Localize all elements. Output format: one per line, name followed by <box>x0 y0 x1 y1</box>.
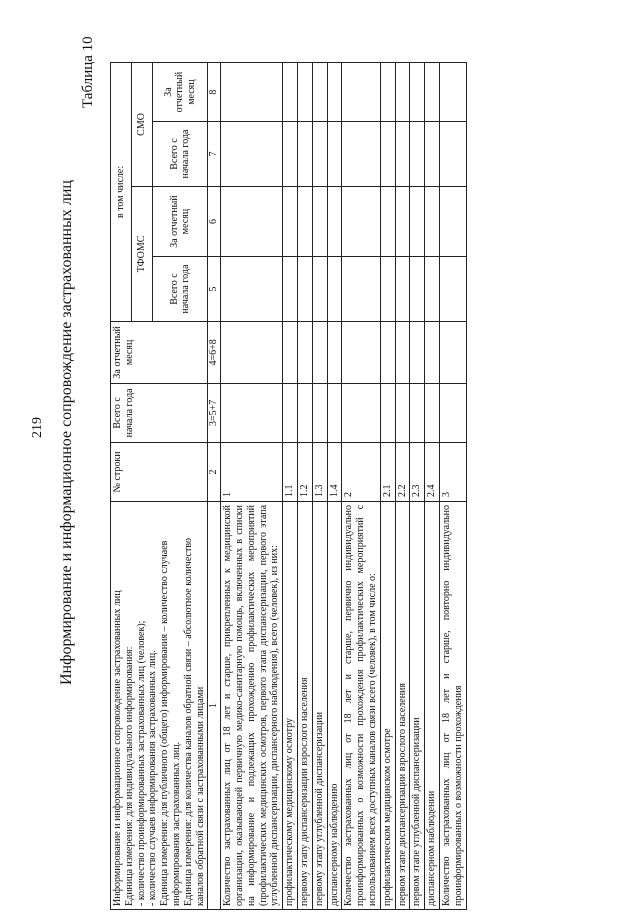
cell-empty <box>283 63 298 122</box>
cell-empty <box>425 383 440 442</box>
header-smo-month: За отчетный месяц <box>153 63 208 122</box>
row-text: Количество застрахованных лиц от 18 лет и старше, первично индивидуально проинформированных о возможности прохождения профилактических мероприятий с использованием всех доступных каналов связи всего (человек), в том числе о: <box>342 501 380 909</box>
cell-empty <box>410 122 425 187</box>
cell-empty <box>221 257 283 322</box>
cell-empty <box>425 186 440 256</box>
cell-empty <box>439 63 466 122</box>
column-number: 1 <box>208 501 221 909</box>
cell-empty <box>221 321 283 383</box>
cell-empty <box>395 257 410 322</box>
table-row <box>342 63 380 910</box>
cell-empty <box>297 122 312 187</box>
column-number-row <box>208 63 221 910</box>
table-row <box>380 63 395 910</box>
row-text: первому этапу диспансеризации взрослого населения <box>297 501 312 909</box>
row-text: первом этапе диспансеризации взрослого населения <box>395 501 410 909</box>
header-including: в том числе: <box>111 63 132 322</box>
cell-empty <box>380 257 395 322</box>
row-code: 2.4 <box>425 442 440 501</box>
cell-empty <box>380 122 395 187</box>
measure-line: - количество проинформированных застрахованных лиц (человек); <box>135 620 147 906</box>
header-smo-year: Всего с начала года <box>153 122 208 187</box>
cell-empty <box>410 63 425 122</box>
column-number: 4=6+8 <box>208 321 221 383</box>
cell-empty <box>395 321 410 383</box>
measure-line: Единица измерения: для индивидуального информирования: <box>123 646 135 906</box>
cell-empty <box>395 63 410 122</box>
table-row <box>283 63 298 910</box>
row-code: 2.1 <box>380 442 395 501</box>
row-text: первому этапу углубленной диспансеризации <box>312 501 327 909</box>
cell-empty <box>380 186 395 256</box>
header-description-cell <box>111 501 208 909</box>
cell-empty <box>425 63 440 122</box>
row-code: 1.1 <box>283 442 298 501</box>
cell-empty <box>327 321 342 383</box>
column-number: 3=5+7 <box>208 383 221 442</box>
column-number: 8 <box>208 63 221 122</box>
cell-empty <box>297 257 312 322</box>
header-col-name: Информирование и информационное сопровождение застрахованных лиц <box>112 590 123 906</box>
cell-empty <box>297 383 312 442</box>
cell-empty <box>221 63 283 122</box>
cell-empty <box>439 186 466 256</box>
row-text: первом этапе углубленной диспансеризации <box>410 501 425 909</box>
row-code: 2 <box>342 442 380 501</box>
cell-empty <box>297 321 312 383</box>
table-row <box>297 63 312 910</box>
cell-empty <box>380 383 395 442</box>
cell-empty <box>395 122 410 187</box>
row-code: 1.3 <box>312 442 327 501</box>
cell-empty <box>283 186 298 256</box>
cell-empty <box>312 122 327 187</box>
cell-empty <box>312 257 327 322</box>
header-total-month: За отчетный месяц <box>111 321 208 383</box>
cell-empty <box>283 321 298 383</box>
cell-empty <box>327 63 342 122</box>
cell-empty <box>342 122 380 187</box>
table-row <box>439 63 466 910</box>
column-number: 5 <box>208 257 221 322</box>
table-row <box>395 63 410 910</box>
table-row <box>221 63 283 910</box>
row-text: профилактическому медицинскому осмотру <box>283 501 298 909</box>
cell-empty <box>425 321 440 383</box>
cell-empty <box>297 63 312 122</box>
cell-empty <box>410 383 425 442</box>
table-row <box>410 63 425 910</box>
report-table <box>110 62 467 910</box>
cell-empty <box>327 122 342 187</box>
cell-empty <box>439 321 466 383</box>
cell-empty <box>312 383 327 442</box>
cell-empty <box>380 321 395 383</box>
cell-empty <box>312 63 327 122</box>
row-code: 1.2 <box>297 442 312 501</box>
header-tfoms-year: Всего с начала года <box>153 257 208 322</box>
measure-line: - количество случаев информирования застрахованных лиц. <box>147 650 159 906</box>
rotated-table-container <box>110 62 638 910</box>
cell-empty <box>283 122 298 187</box>
cell-empty <box>221 186 283 256</box>
cell-empty <box>439 122 466 187</box>
row-text: Количество застрахованных лиц от 18 лет и старше, прикрепленных к медицинской организации, оказывающей первичную медико-санитарную помощь, включенных в списки на информирование и подлежащих прохождению профилактических мероприятий (профилактических медицинских осмотров, первого этапа диспансеризации, первого этапа углубленной диспансеризации, диспансерного наблюдения), всего (человек), из них: <box>221 501 283 909</box>
cell-empty <box>439 257 466 322</box>
measure-line: Единица измерения: для количества каналов обратной связи – абсолютное количество каналов обратной связи с застрахованными лицами <box>182 538 206 906</box>
cell-empty <box>342 186 380 256</box>
table-label: Таблица 10 <box>80 36 96 108</box>
cell-empty <box>312 321 327 383</box>
cell-empty <box>425 122 440 187</box>
cell-empty <box>395 383 410 442</box>
cell-empty <box>327 257 342 322</box>
cell-empty <box>342 63 380 122</box>
cell-empty <box>425 257 440 322</box>
cell-empty <box>327 383 342 442</box>
cell-empty <box>221 383 283 442</box>
cell-empty <box>312 186 327 256</box>
cell-empty <box>439 383 466 442</box>
header-tfoms: ТФОМС <box>132 186 153 321</box>
table-row <box>425 63 440 910</box>
cell-empty <box>410 321 425 383</box>
cell-empty <box>283 257 298 322</box>
row-text: диспансерному наблюдению <box>327 501 342 909</box>
measure-line: Единица измерения: для публичного (общего) информирования – количество случаев информирования застрахованных лиц. <box>159 540 182 906</box>
row-text: диспансерном наблюдении <box>425 501 440 909</box>
row-code: 1 <box>221 442 283 501</box>
table-row <box>312 63 327 910</box>
cell-empty <box>342 321 380 383</box>
cell-empty <box>327 186 342 256</box>
cell-empty <box>342 257 380 322</box>
document-title: Информирование и информационное сопровождение застрахованных лиц <box>58 180 75 685</box>
header-total-year: Всего с начала года <box>111 383 208 442</box>
table-row <box>327 63 342 910</box>
row-code: 2.2 <box>395 442 410 501</box>
row-code: 3 <box>439 442 466 501</box>
page-number: 219 <box>30 417 45 438</box>
column-number: 6 <box>208 186 221 256</box>
header-smo: СМО <box>132 63 153 187</box>
column-number: 7 <box>208 122 221 187</box>
cell-empty <box>380 63 395 122</box>
cell-empty <box>297 186 312 256</box>
row-text: профилактическом медицинском осмотре <box>380 501 395 909</box>
row-code: 2.3 <box>410 442 425 501</box>
header-tfoms-month: За отчетный месяц <box>153 186 208 256</box>
cell-empty <box>395 186 410 256</box>
cell-empty <box>283 383 298 442</box>
cell-empty <box>410 257 425 322</box>
row-text: Количество застрахованных лиц от 18 лет и старше, повторно индивидуально проинформированных о возможности прохождения <box>439 501 466 909</box>
column-number: 2 <box>208 442 221 501</box>
cell-empty <box>342 383 380 442</box>
header-row-number: № строки <box>111 442 208 501</box>
row-code: 1.4 <box>327 442 342 501</box>
cell-empty <box>221 122 283 187</box>
cell-empty <box>410 186 425 256</box>
